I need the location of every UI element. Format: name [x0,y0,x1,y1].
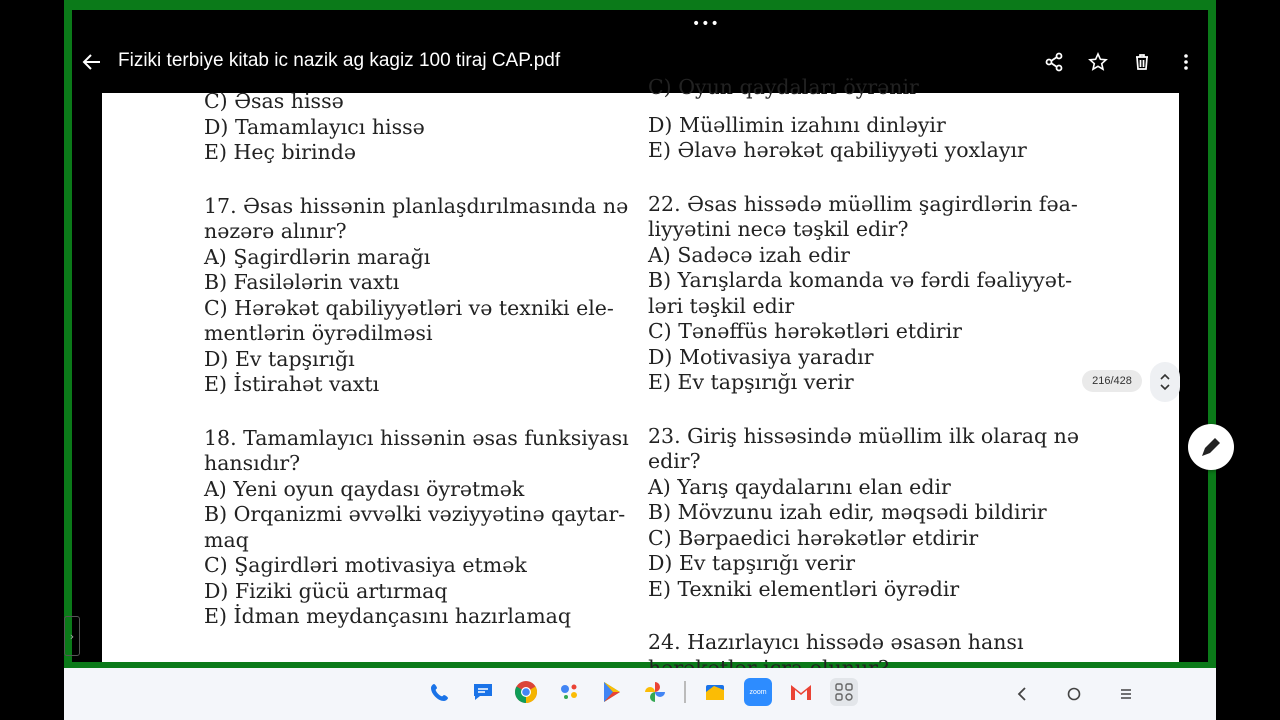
app-drawer-icon[interactable] [830,678,858,706]
text-line: maq [204,527,249,552]
dock-separator [684,681,686,703]
text-line: E) İdman meydançasını hazırlamaq [204,604,571,628]
paragraph-gap [204,398,629,426]
page-counter: 216/428 [1082,370,1142,392]
text-line: 22. Əsas hissədə müəllim şagirdlərin fəa- [648,191,1078,216]
back-arrow-icon[interactable] [80,50,104,74]
text-line: D) Motivasiya yaradır [648,344,874,369]
trash-icon[interactable] [1130,50,1154,74]
chrome-icon[interactable] [512,678,540,706]
text-line: D) Tamamlayıcı hissə [204,114,425,139]
chevron-up-down-icon [1158,371,1172,393]
edit-fab[interactable] [1188,424,1234,470]
app-dock [426,678,858,706]
app-screen [72,10,1208,662]
text-line: 24. Hazırlayıcı hissədə əsasən hansı [648,630,1024,654]
text-line: E) Ev tapşırığı verir [648,370,854,394]
left-text-column [204,89,629,630]
system-nav [1010,682,1138,706]
text-line: D) Ev tapşırığı [204,346,355,371]
nav-home-icon[interactable] [1062,682,1086,706]
text-line: E) Texniki elementləri öyrədir [648,576,960,601]
star-icon[interactable] [1086,50,1110,74]
text-line: D) Fiziki gücü artırmaq [204,578,448,603]
scroll-handle[interactable] [1150,362,1180,402]
files-icon[interactable] [701,678,729,706]
text-line: C) Hərəkət qabiliyyətləri və texniki ele- [204,295,614,320]
text-line: D) Müəllimin izahını dinləyir [648,112,946,137]
toolbar-actions [1042,50,1198,74]
paragraph-gap [648,396,1079,424]
text-line: hansıdır? [204,451,301,475]
text-line: A) Şagirdlərin marağı [204,244,431,269]
zoom-icon[interactable] [744,678,772,706]
messages-icon[interactable] [469,678,497,706]
taskbar [64,668,1216,720]
side-panel-handle[interactable]: › [64,616,80,656]
right-text-column [648,75,1079,681]
text-line: 18. Tamamlayıcı hissənin əsas funksiyası [204,425,629,450]
text-line: C) Tənəffüs hərəkətləri etdirir [648,319,962,343]
nav-back-icon[interactable] [1010,682,1034,706]
text-line: B) Fasilələrin vaxtı [204,270,400,294]
text-line: B) Yarışlarda komanda və fərdi fəaliyyət- [648,268,1073,292]
text-line: B) Mövzunu izah edir, məqsədi bildirir [648,500,1047,524]
pdf-page[interactable] [102,75,1179,662]
text-line: B) Orqanizmi əvvəlki vəziyyətinə qaytar- [204,502,626,526]
assistant-icon[interactable] [555,678,583,706]
text-line: 17. Əsas hissənin planlaşdırılmasında nə [204,193,629,218]
text-line: D) Ev tapşırığı verir [648,551,856,575]
phone-icon[interactable] [426,678,454,706]
photos-icon[interactable] [641,678,669,706]
window-handle-dots[interactable]: ••• [692,16,720,32]
text-line: 23. Giriş hissəsində müəllim ilk olaraq nə [648,423,1079,448]
text-line: C) Şagirdləri motivasiya etmək [204,553,527,577]
play-store-icon[interactable] [598,678,626,706]
paragraph-gap [204,166,629,194]
text-line: liyyətini necə təşkil edir? [648,217,909,241]
more-vert-icon[interactable] [1174,50,1198,74]
cut-text-line: C) Oyun qaydaları öyrənir [648,75,919,99]
text-line: A) Sadəcə izah edir [648,242,850,267]
text-line: edir? [648,449,701,473]
pencil-icon [1188,424,1234,470]
share-icon[interactable] [1042,50,1066,74]
text-line: mentlərin öyrədilməsi [204,321,433,345]
text-line: nəzərə alınır? [204,219,347,243]
paragraph-gap [648,164,1079,192]
paragraph-gap [648,602,1079,630]
text-line: A) Yarış qaydalarını elan edir [648,474,951,499]
text-line: C) Əsas hissə [204,89,344,113]
gmail-icon[interactable] [787,678,815,706]
zoom-label: zoom [749,688,767,696]
text-line: E) Heç birində [204,140,356,164]
text-line: C) Bərpaedici hərəkətlər etdirir [648,525,979,550]
nav-recents-icon[interactable] [1114,682,1138,706]
text-line: E) Əlavə hərəkət qabiliyyəti yoxlayır [648,138,1027,162]
text-line: E) İstirahət vaxtı [204,372,380,396]
text-line: A) Yeni oyun qaydası öyrətmək [204,476,525,501]
text-line: ləri təşkil edir [648,293,795,318]
document-title: Fiziki terbiye kitab ic nazik ag kagiz 100 tiraj CAP.pdf [118,50,561,71]
